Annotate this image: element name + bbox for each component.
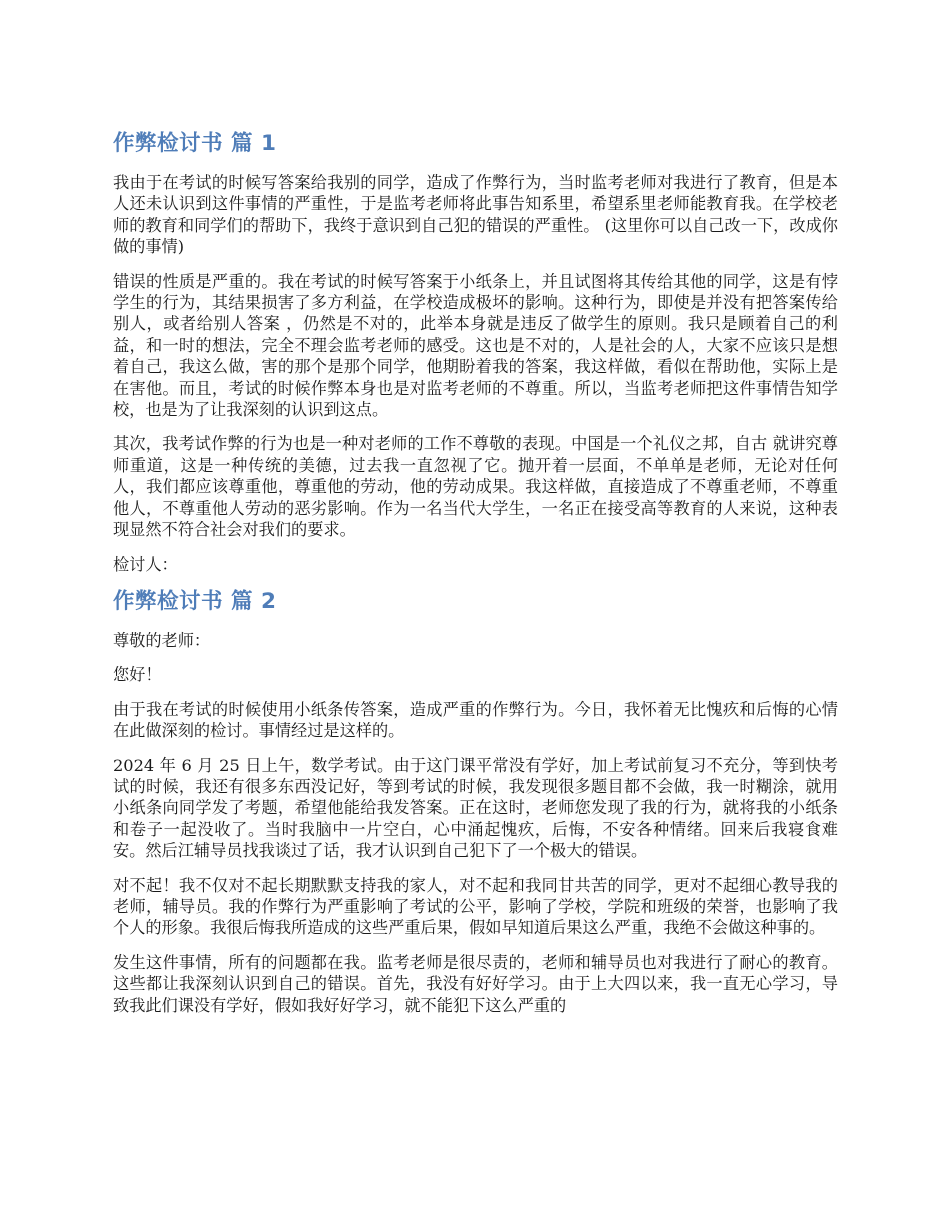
salutation: 尊敬的老师： (113, 630, 211, 650)
paragraph: 由于我在考试的时候使用小纸条传答案，造成严重的作弊行为。今日，我怀着无比愧疚和后悔的心情在此做深刻的检讨。事情经过是这样的。 (113, 699, 838, 741)
paragraph: 发生这件事情，所有的问题都在我。监考老师是很尽责的，老师和辅导员也对我进行了耐心的教育。这些都让我深刻认识到自己的错误。首先，我没有好好学习。由于上大四以来，我一直无心学习，导致我此们课没有学好，假如我好好学习，就不能犯下这么严重的 (113, 952, 838, 1015)
paragraph: 对不起！我不仅对不起长期默默支持我的家人，对不起和我同甘共苦的同学，更对不起细心教导我的老师，辅导员。我的作弊行为严重影响了考试的公平，影响了学校，学院和班级的荣誉，也影响了我个人的形象。我很后悔我所造成的这些严重后果，假如早知道后果这么严重，我绝不会做这种事的。 (113, 875, 838, 938)
paragraph: 其次，我考试作弊的行为也是一种对老师的工作不尊敬的表现。中国是一个礼仪之邦，自古 就讲究尊师重道，这是一种传统的美德，过去我一直忽视了它。抛开着一层面，不单单是老师，无论对任何人，我们都应该尊重他，尊重他的劳动，他的劳动成果。我这样做，直接造成了不尊重老师，不尊重他人，不尊重他人劳动的恶劣影响。作为一名当代大学生，一名正在接受高等教育的人来说，这种表现显然不符合社会对我们的要求。 (113, 434, 838, 540)
paragraph: 我由于在考试的时候写答案给我别的同学，造成了作弊行为，当时监考老师对我进行了教育，但是本人还未认识到这件事情的严重性，于是监考老师将此事告知系里，希望系里老师能教育我。在学校老师的教育和同学们的帮助下，我终于意识到自己犯的错误的严重性。 (这里你可以自己改一下，改成你做的事情) (113, 173, 838, 257)
paragraph: 错误的性质是严重的。我在考试的时候写答案于小纸条上，并且试图将其传给其他的同学，这是有悖学生的行为，其结果损害了多方利益，在学校造成极坏的影响。这种行为，即使是并没有把答案传给别人，或者给别人答案 ，仍然是不对的，此举本身就是违反了做学生的原则。我只是顾着自己的利益，和一时的想法，完全不理会监考老师的感受。这也是不对的，人是社会的人，大家不应该只是想着自己，我这么做，害的那个是那个同学，他期盼着我的答案，我这样做，看似在帮助他，实际上是在害他。而且，考试的时候作弊本身也是对监考老师的不尊重。所以，当监考老师把这件事情告知学校，也是为了让我深刻的认识到这点。 (113, 271, 838, 420)
section-heading: 作弊检讨书 篇 2 (113, 588, 277, 614)
section-2 (113, 588, 838, 1016)
greeting: 您好！ (113, 665, 162, 685)
section-heading: 作弊检讨书 篇 1 (113, 131, 277, 156)
section-1 (113, 130, 838, 575)
paragraph: 2024 年 6 月 25 日上午，数学考试。由于这门课平常没有学好，加上考试前复习不充分，等到快考试的时候，我还有很多东西没记好，等到考试的时候，我发现很多题目都不会做，我一时糊涂，就用小纸条向同学发了考题，希望他能给我发答案。正在这时，老师您发现了我的行为，就将我的小纸条和卷子一起没收了。当时我脑中一片空白，心中涌起愧疚，后悔，不安各种情绪。回来后我寝食难安。然后江辅导员找我谈过了话，我才认识到自己犯下了一个极大的错误。 (113, 755, 838, 861)
signature-line: 检讨人： (113, 554, 178, 574)
